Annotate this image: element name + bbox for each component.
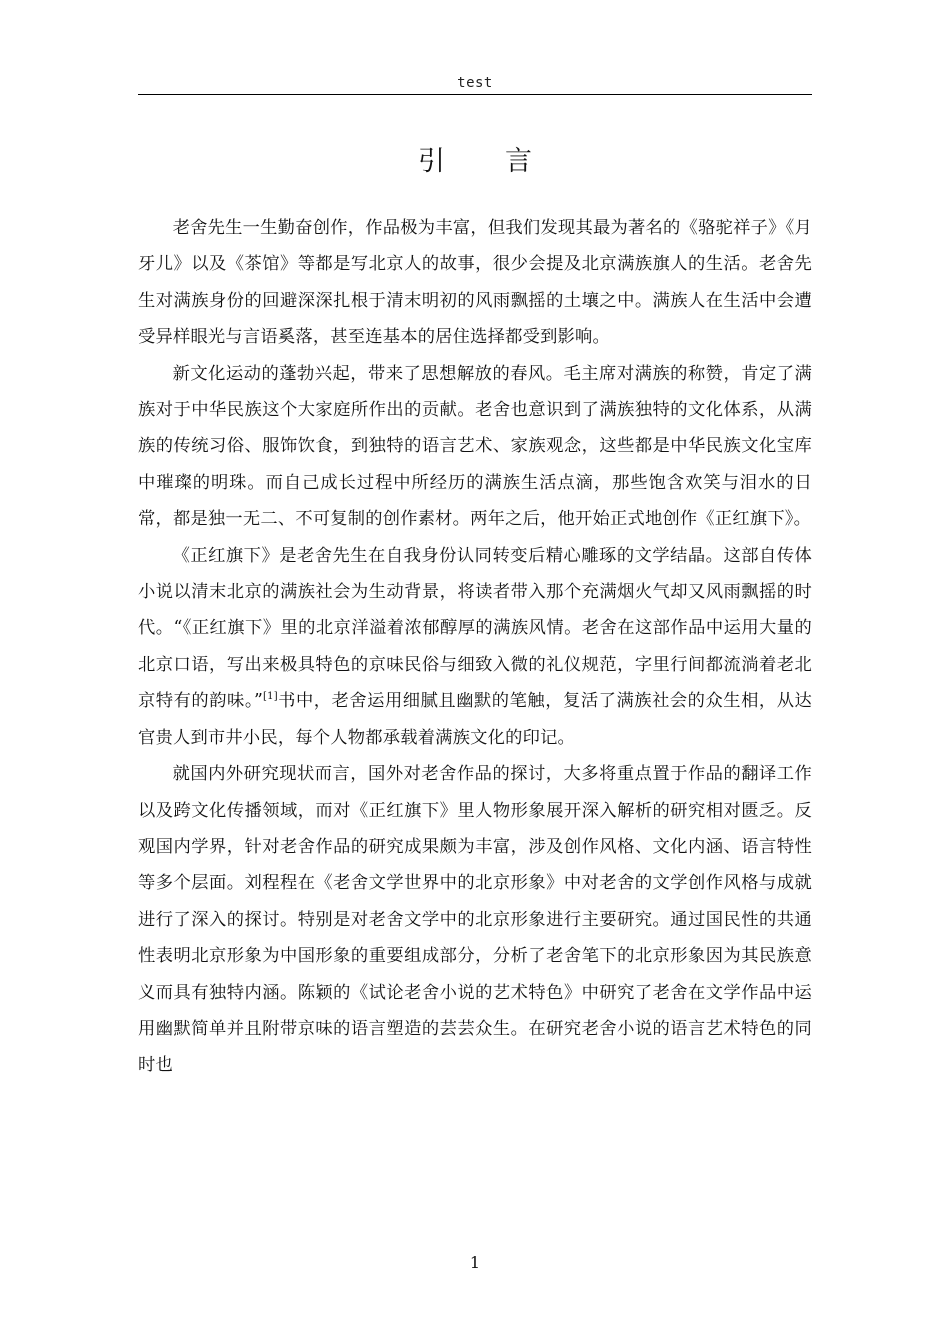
paragraph-2: 新文化运动的蓬勃兴起，带来了思想解放的春风。毛主席对满族的称赞，肯定了满族对于中华民族这个大家庭所作出的贡献。老舍也意识到了满族独特的文化体系，从满族的传统习俗、服饰饮食，到独特的语言艺术、家族观念，这些都是中华民族文化宝库中璀璨的明珠。而自己成长过程中所经历的满族生活点滴，那些饱含欢笑与泪水的日常，都是独一无二、不可复制的创作素材。两年之后，他开始正式地创作《正红旗下》。	[138, 363, 812, 530]
paragraph-3-text: 《正红旗下》是老舍先生在自我身份认同转变后精心雕琢的文学结晶。这部自传体小说以清末北京的满族社会为生动背景，将读者带入那个充满烟火气却又风雨飘摇的时代。“《正红旗下》里的北京洋溢着浓郁醇厚的满族风情。老舍在这部作品中运用大量的北京口语，写出来极具特色的京味民俗与细致入微的礼仪规范，字里行间都流淌着老北京特有的韵味。”	[138, 545, 812, 712]
citation-marker: [1]	[263, 691, 278, 703]
body-text	[138, 210, 812, 1084]
page-title: 引言	[418, 146, 592, 177]
page-number: 1	[469, 1253, 481, 1272]
paragraph-1: 老舍先生一生勤奋创作，作品极为丰富，但我们发现其最为著名的《骆驼祥子》《月牙儿》以及《茶馆》等都是写北京人的故事，很少会提及北京满族旗人的生活。老舍先生对满族身份的回避深深扎根于清末明初的风雨飘摇的土壤之中。满族人在生活中会遭受异样眼光与言语奚落，甚至连基本的居住选择都受到影响。	[138, 218, 812, 348]
running-header: test	[138, 72, 812, 95]
paragraph-3	[138, 538, 812, 756]
paragraph-3-text-continued: 书中，老舍运用细腻且幽默的笔触，复活了满族社会的众生相，从达官贵人到市井小民，每个人物都承载着满族文化的印记。	[138, 691, 812, 748]
paragraph-4: 就国内外研究现状而言，国外对老舍作品的探讨，大多将重点置于作品的翻译工作以及跨文化传播领域，而对《正红旗下》里人物形象展开深入解析的研究相对匮乏。反观国内学界，针对老舍作品的研究成果颇为丰富，涉及创作风格、文化内涵、语言特性等多个层面。刘程程在《老舍文学世界中的北京形象》中对老舍的文学创作风格与成就进行了深入的探讨。特别是对老舍文学中的北京形象进行主要研究。通过国民性的共通性表明北京形象为中国形象的重要组成部分，分析了老舍笔下的北京形象因为其民族意义而具有独特内涵。陈颖的《试论老舍小说的艺术特色》中研究了老舍在文学作品中运用幽默简单并且附带京味的语言塑造的芸芸众生。在研究老舍小说的语言艺术特色的同时也	[138, 764, 812, 1076]
